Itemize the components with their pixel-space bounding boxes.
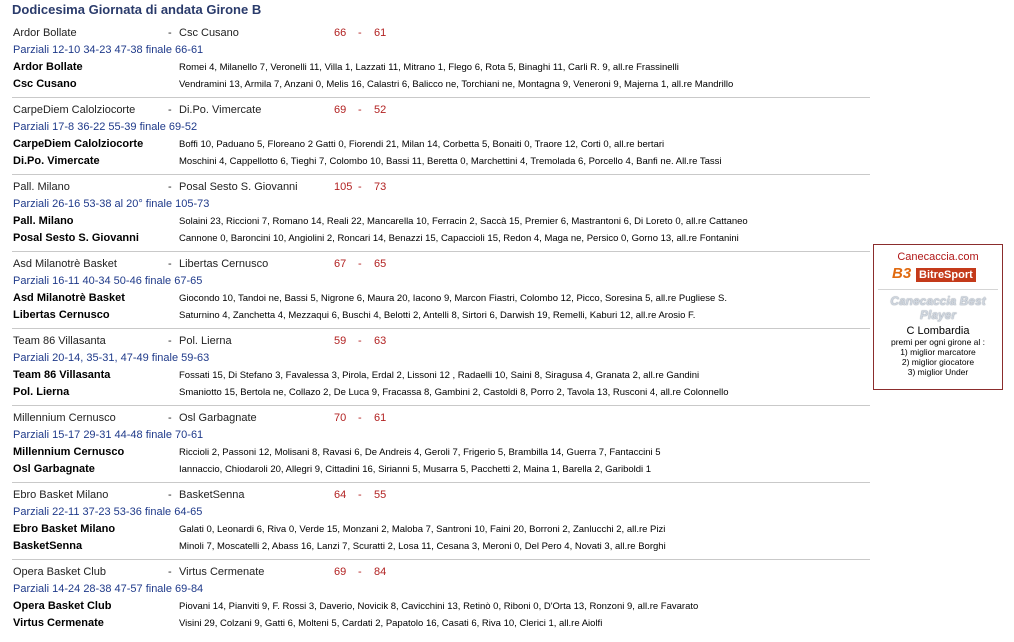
away-players: Moschini 4, Cappellotto 6, Tieghi 7, Colombo 10, Bassi 11, Beretta 0, Marchettini 4, Tremolada 6, Porcello 4, Banfi ne. All.re Tassi (179, 156, 722, 167)
partial-scores: Parziali 16-11 40-34 50-46 finale 67-65 (13, 275, 203, 287)
away-score: 65 (374, 258, 387, 270)
away-team: Osl Garbagnate (179, 412, 257, 424)
home-team: Ardor Bollate (13, 27, 77, 39)
home-team: Millennium Cernusco (13, 412, 116, 424)
score-dash: - (358, 258, 362, 270)
away-team-name: Posal Sesto S. Giovanni (13, 232, 139, 244)
away-team: Virtus Cermenate (179, 566, 265, 578)
score-dash: - (358, 489, 362, 501)
home-players: Giocondo 10, Tandoi ne, Bassi 5, Nigrone 6, Maura 20, Iacono 9, Marcon Fiastri, Colombo 12, Picco, Soresina 5, all.re Pugliese S. (179, 293, 727, 304)
home-team-name: Ebro Basket Milano (13, 523, 116, 535)
banner-prize-1: 1) miglior marcatore (900, 347, 976, 357)
away-team-name: Pol. Lierna (13, 386, 70, 398)
home-team: Opera Basket Club (13, 566, 106, 578)
banner-prize-2: 2) miglior giocatore (901, 357, 975, 367)
score-dash: - (358, 566, 362, 578)
game-block (0, 488, 860, 565)
home-team: Ebro Basket Milano (13, 489, 109, 501)
versus-dash: - (168, 181, 172, 193)
score-dash: - (358, 335, 362, 347)
away-team-name: Virtus Cermenate (13, 617, 104, 629)
away-players: Smaniotto 15, Bertola ne, Collazo 2, De Luca 9, Fracassa 8, Gambini 2, Castoldi 8, Porro 2, Tavola 13, Rusconi 4, all.re Colonnello (179, 387, 729, 398)
game-block (0, 411, 860, 488)
away-team: BasketSenna (179, 489, 245, 501)
home-team: Team 86 Villasanta (13, 335, 106, 347)
home-score: 70 (334, 412, 347, 424)
versus-dash: - (168, 412, 172, 424)
game-block (0, 565, 860, 642)
best-player-title: Canecaccia Best Player (878, 289, 998, 322)
home-score: 66 (334, 27, 347, 39)
home-team-name: Opera Basket Club (13, 600, 112, 612)
home-players: Galati 0, Leonardi 6, Riva 0, Verde 15, Monzani 2, Maloba 7, Santroni 10, Faini 20, Borroni 2, Zanlucchi 2, all.re Pizi (179, 524, 666, 535)
home-players: Piovani 14, Pianviti 9, F. Rossi 3, Daverio, Novicik 8, Cavicchini 13, Retinò 0, Riboni 0, D'Orta 13, Ronzoni 9, all.re Favarato (179, 601, 699, 612)
away-players: Cannone 0, Baroncini 10, Angiolini 2, Roncari 14, Benazzi 15, Capaccioli 15, Redon 4, Maga ne, Persico 0, Gorno 13, all.re Fontanini (179, 233, 739, 244)
game-divider (12, 482, 870, 483)
banner-site: Canecaccia.com (897, 251, 979, 263)
away-team-name: Libertas Cernusco (13, 309, 110, 321)
score-dash: - (358, 181, 362, 193)
partial-scores: Parziali 22-11 37-23 53-36 finale 64-65 (13, 506, 203, 518)
away-players: Minoli 7, Moscatelli 2, Abass 16, Lanzi 7, Scuratti 2, Losa 11, Cesana 3, Meroni 0, Del Pero 4, Novati 3, all.re Borghi (179, 541, 666, 552)
versus-dash: - (168, 27, 172, 39)
home-team: Pall. Milano (13, 181, 70, 193)
home-team: CarpeDiem Calolziocorte (13, 104, 136, 116)
partial-scores: Parziali 15-17 29-31 44-48 finale 70-61 (13, 429, 204, 441)
away-team-name: Di.Po. Vimercate (13, 155, 100, 167)
game-divider (12, 174, 870, 175)
away-team: Posal Sesto S. Giovanni (179, 181, 298, 193)
sponsor-banner[interactable] (873, 244, 1003, 390)
away-team-name: Osl Garbagnate (13, 463, 95, 475)
game-divider (12, 328, 870, 329)
away-players: Visini 29, Colzani 9, Gatti 6, Molteni 5, Cardati 2, Papatolo 16, Casati 6, Riva 10, Clerici 1, all.re Aiolfi (179, 618, 603, 629)
game-block (0, 334, 860, 411)
home-score: 69 (334, 104, 347, 116)
away-players: Iannaccio, Chiodaroli 20, Allegri 9, Cittadini 16, Sirianni 5, Musarra 5, Pacchetti 2, Maina 1, Barella 2, Gariboldi 1 (179, 464, 652, 475)
partial-scores: Parziali 14-24 28-38 47-57 finale 69-84 (13, 583, 204, 595)
home-score: 59 (334, 335, 347, 347)
away-team: Pol. Lierna (179, 335, 232, 347)
away-players: Vendramini 13, Armila 7, Anzani 0, Melis 16, Calastri 6, Balicco ne, Torchiani ne, Montagna 9, Veneroni 9, Majerna 1, all.re Mandrillo (179, 79, 734, 90)
score-dash: - (358, 27, 362, 39)
home-players: Solaini 23, Riccioni 7, Romano 14, Reali 22, Mancarella 10, Ferracin 2, Saccà 15, Premier 6, Mastrantoni 6, Di Loreto 0, all.re Cattaneo (179, 216, 748, 227)
sponsor-name: BitreSport (916, 268, 976, 282)
home-team-name: CarpeDiem Calolziocorte (13, 138, 144, 150)
away-score: 73 (374, 181, 387, 193)
partial-scores: Parziali 20-14, 35-31, 47-49 finale 59-63 (13, 352, 210, 364)
away-score: 84 (374, 566, 387, 578)
away-score: 61 (374, 412, 387, 424)
page-title: Dodicesima Giornata di andata Girone B (12, 2, 262, 17)
versus-dash: - (168, 335, 172, 347)
partial-scores: Parziali 17-8 36-22 55-39 finale 69-52 (13, 121, 198, 133)
home-score: 105 (334, 181, 353, 193)
home-players: Riccioli 2, Passoni 12, Molisani 8, Ravasi 6, De Andreis 4, Geroli 7, Frigerio 5, Brambilla 14, Guerra 7, Fantaccini 5 (179, 447, 661, 458)
partial-scores: Parziali 12-10 34-23 47-38 finale 66-61 (13, 44, 204, 56)
home-team-name: Team 86 Villasanta (13, 369, 111, 381)
home-team: Asd Milanotrè Basket (13, 258, 117, 270)
away-team: Libertas Cernusco (179, 258, 269, 270)
versus-dash: - (168, 258, 172, 270)
partial-scores: Parziali 26-16 53-38 al 20° finale 105-73 (13, 198, 210, 210)
banner-prize-3: 3) miglior Under (907, 367, 969, 377)
game-divider (12, 559, 870, 560)
away-score: 61 (374, 27, 387, 39)
home-team-name: Asd Milanotrè Basket (13, 292, 125, 304)
away-team: Csc Cusano (179, 27, 239, 39)
game-block (0, 26, 860, 103)
banner-intro: premi per ogni girone al : (890, 337, 986, 347)
home-players: Romei 4, Milanello 7, Veronelli 11, Villa 1, Lazzati 11, Mitrano 1, Flego 6, Rota 5, Binaghi 11, Carli R. 9, all.re Frassinelli (179, 62, 679, 73)
away-team: Di.Po. Vimercate (179, 104, 262, 116)
game-block (0, 257, 860, 334)
home-score: 64 (334, 489, 347, 501)
versus-dash: - (168, 566, 172, 578)
home-team-name: Millennium Cernusco (13, 446, 125, 458)
game-block (0, 103, 860, 180)
score-dash: - (358, 412, 362, 424)
away-score: 63 (374, 335, 387, 347)
away-score: 52 (374, 104, 387, 116)
away-score: 55 (374, 489, 387, 501)
score-dash: - (358, 104, 362, 116)
banner-region: C Lombardia (906, 325, 970, 337)
home-team-name: Ardor Bollate (13, 61, 83, 73)
home-players: Boffi 10, Paduano 5, Floreano 2 Gatti 0, Fiorendi 21, Milan 14, Corbetta 5, Bonaiti 0, Traore 12, Corti 0, all.re bertari (179, 139, 665, 150)
game-divider (12, 251, 870, 252)
home-players: Fossati 15, Di Stefano 3, Favalessa 3, Pirola, Erdal 2, Lissoni 12 , Radaelli 10, Saini 8, Siragusa 4, Granata 2, all.re Gandini (179, 370, 700, 381)
home-team-name: Pall. Milano (13, 215, 74, 227)
versus-dash: - (168, 489, 172, 501)
game-divider (12, 97, 870, 98)
home-score: 67 (334, 258, 347, 270)
home-score: 69 (334, 566, 347, 578)
away-team-name: Csc Cusano (13, 78, 77, 90)
game-divider (12, 405, 870, 406)
away-team-name: BasketSenna (13, 540, 83, 552)
sponsor-mark: B3 (892, 265, 912, 282)
game-block (0, 180, 860, 257)
versus-dash: - (168, 104, 172, 116)
away-players: Saturnino 4, Zanchetta 4, Mezzaqui 6, Buschi 4, Belotti 2, Antelli 8, Sirtori 6, Darwish 19, Remelli, Kaburi 12, all.re Arosio F. (179, 310, 696, 321)
sponsor-logo (892, 265, 984, 283)
